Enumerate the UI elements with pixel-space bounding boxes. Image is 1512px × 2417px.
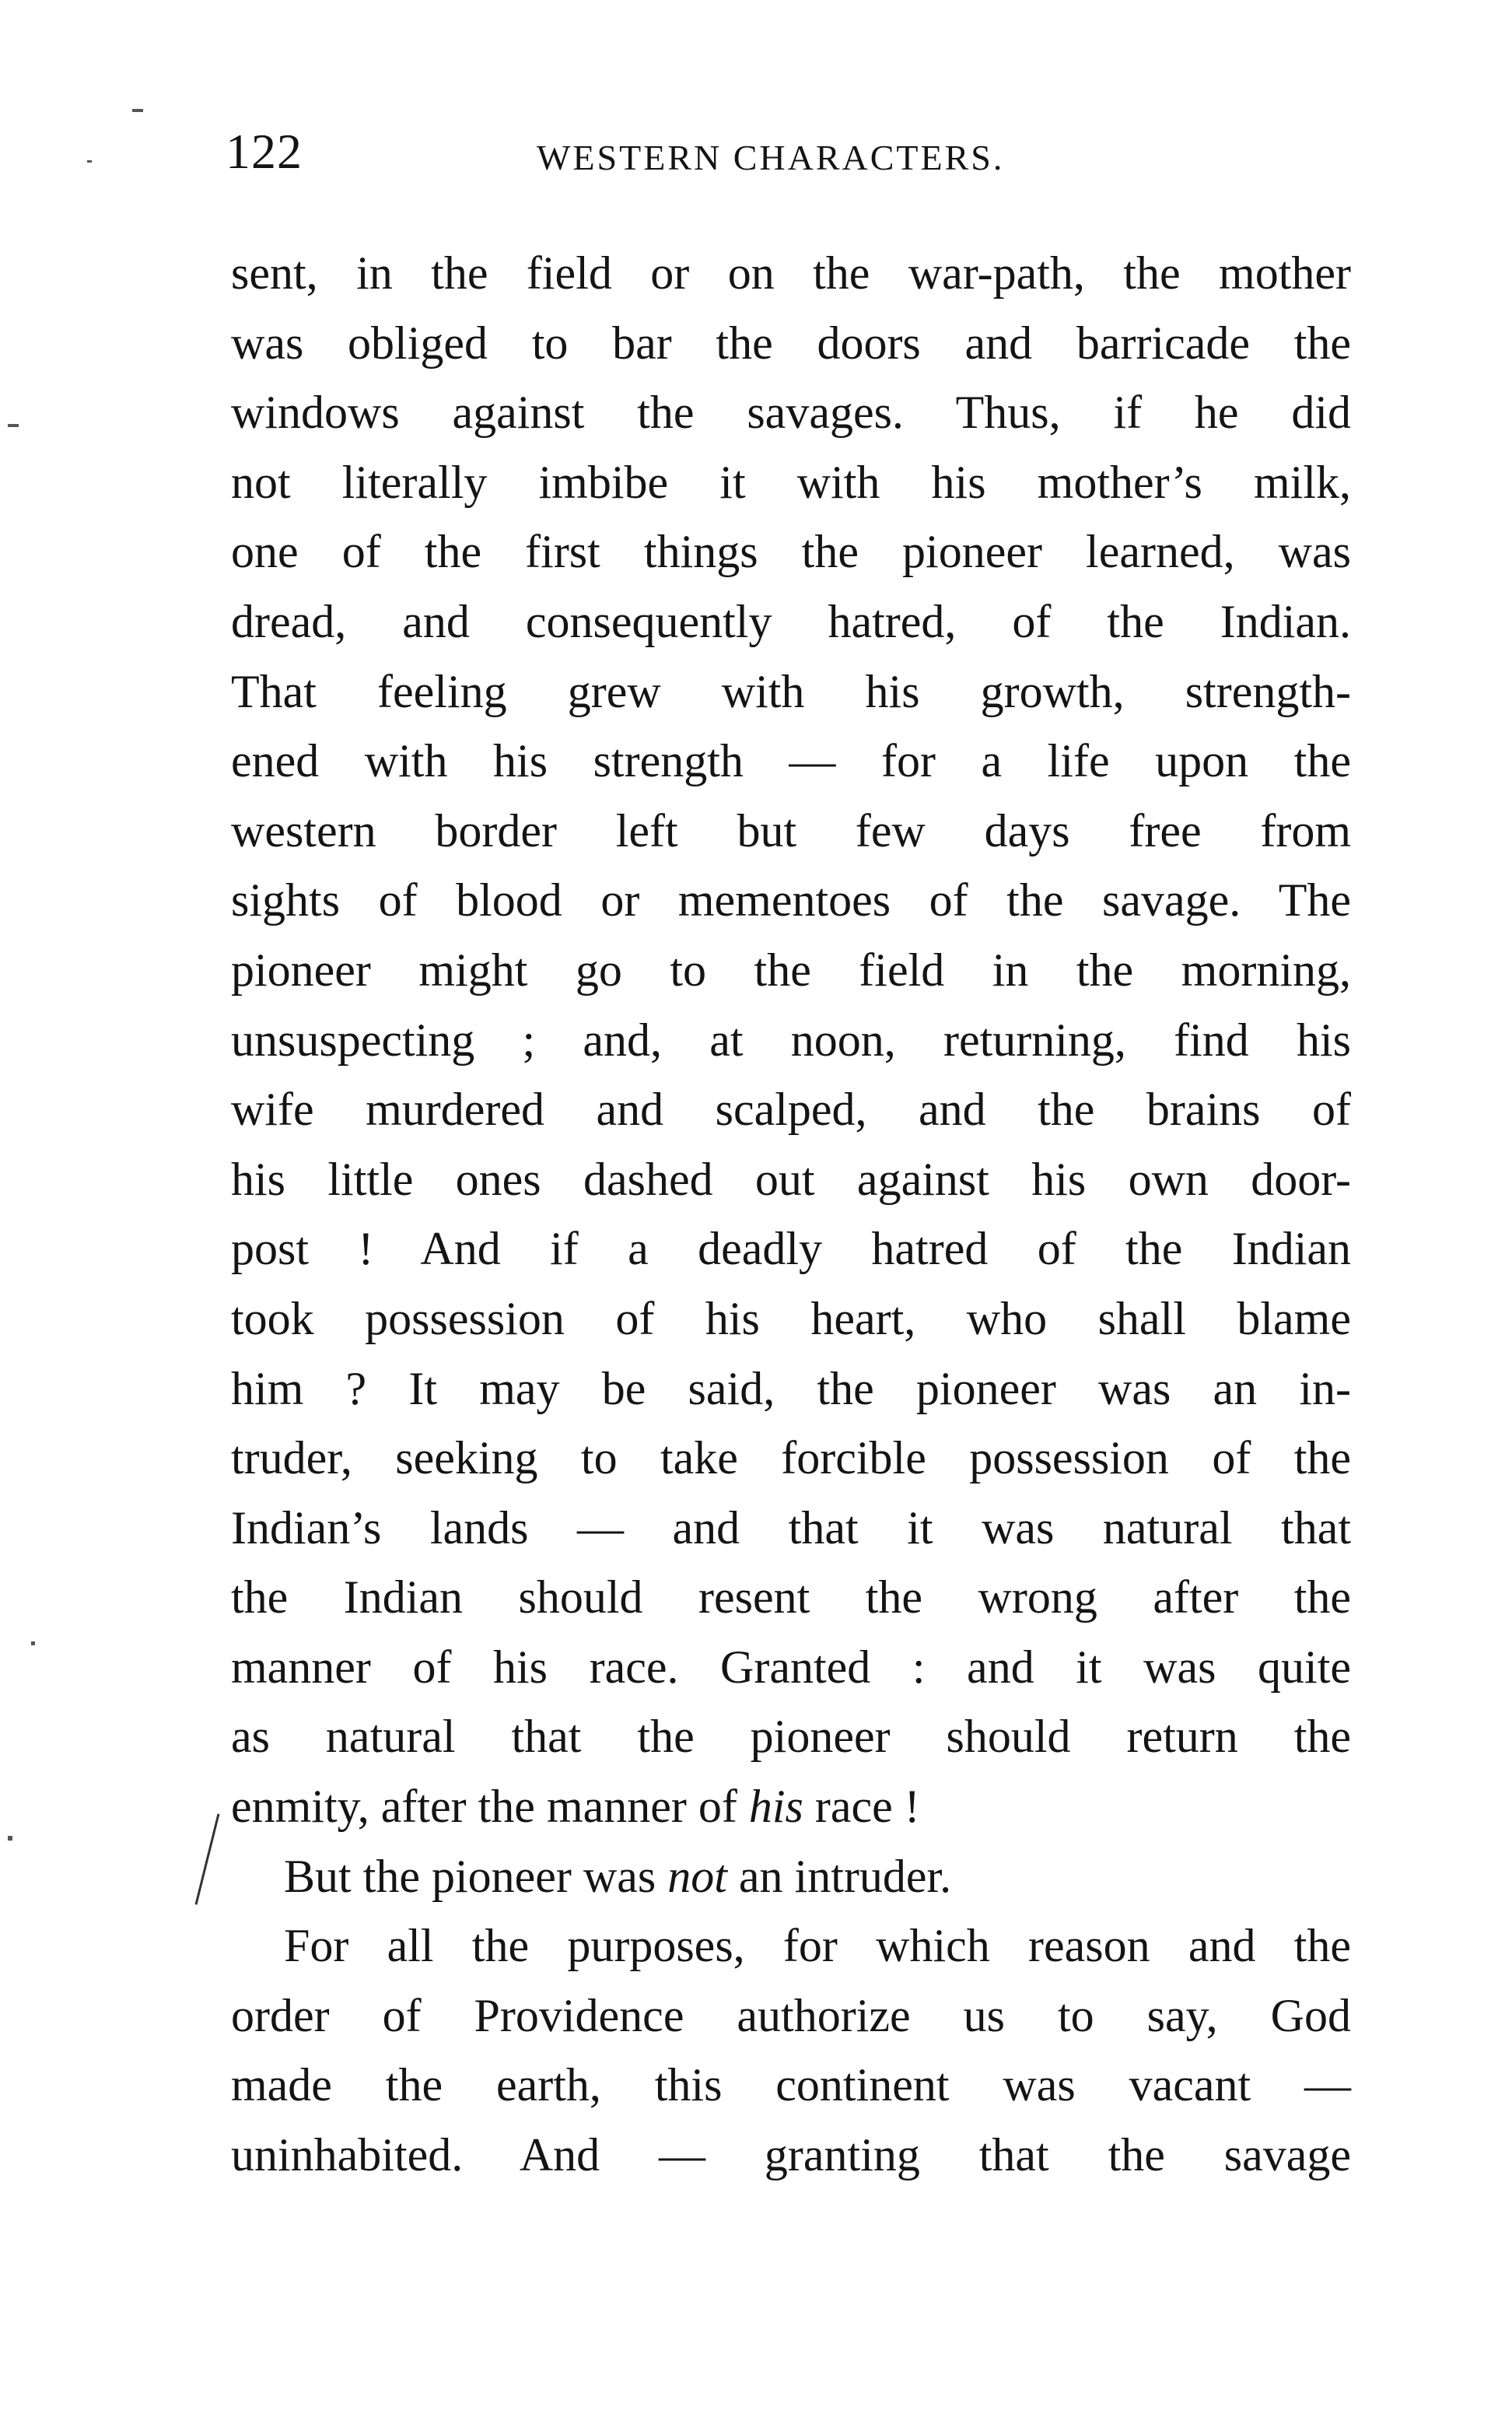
body-text bbox=[231, 239, 1351, 2191]
text-segment: But the pioneer was bbox=[284, 1850, 668, 1902]
margin-dash-mark bbox=[87, 160, 92, 163]
paragraph-start-line: For all the purposes, for which reason and the bbox=[284, 1920, 1351, 1972]
text-line: truder, seeking to take forcible possession of the bbox=[231, 1432, 1351, 1484]
text-line: sights of blood or mementoes of the savage. The bbox=[231, 874, 1351, 927]
italic-word: his bbox=[748, 1781, 803, 1833]
text-line: as natural that the pioneer should return the bbox=[231, 1711, 1351, 1763]
text-line: one of the first things the pioneer learned, was bbox=[231, 526, 1351, 578]
text-line bbox=[231, 1772, 1351, 1842]
text-segment: enmity, after the manner of bbox=[231, 1781, 749, 1833]
text-line: ened with his strength — for a life upon the bbox=[231, 735, 1351, 787]
paragraph-start-line bbox=[231, 1842, 1351, 1912]
text-line: him ? It may be said, the pioneer was an in- bbox=[231, 1362, 1351, 1414]
text-line: took possession of his heart, who shall blame bbox=[231, 1292, 1351, 1344]
text-line: wife murdered and scalped, and the brains of bbox=[231, 1084, 1351, 1136]
text-line: made the earth, this continent was vacant — bbox=[231, 2059, 1351, 2111]
margin-dash-mark bbox=[132, 109, 143, 112]
text-line: windows against the savages. Thus, if he did bbox=[231, 387, 1351, 439]
page-number: 122 bbox=[226, 124, 303, 179]
margin-dot-mark bbox=[31, 1641, 35, 1645]
margin-dash-mark bbox=[8, 424, 19, 427]
text-line: sent, in the field or on the war-path, the mother bbox=[231, 247, 1351, 299]
text-line: his little ones dashed out against his own door- bbox=[231, 1153, 1351, 1205]
text-line: order of Providence authorize us to say, God bbox=[231, 1989, 1351, 2041]
margin-dot-mark bbox=[8, 1836, 12, 1841]
text-line: That feeling grew with his growth, strength- bbox=[231, 665, 1351, 717]
text-line: uninhabited. And — granting that the savage bbox=[231, 2129, 1351, 2181]
page-header bbox=[226, 117, 1353, 187]
italic-word: not bbox=[667, 1850, 727, 1902]
text-line: pioneer might go to the field in the morning, bbox=[231, 944, 1351, 996]
text-line: unsuspecting ; and, at noon, returning, find his bbox=[231, 1014, 1351, 1066]
text-line: western border left but few days free from bbox=[231, 804, 1351, 856]
running-head: WESTERN CHARACTERS. bbox=[537, 138, 1005, 177]
text-line: not literally imbibe it with his mother’s milk, bbox=[231, 456, 1351, 508]
text-line: Indian’s lands — and that it was natural that bbox=[231, 1501, 1351, 1554]
text-line: manner of his race. Granted : and it was quite bbox=[231, 1641, 1351, 1693]
text-line: was obliged to bar the doors and barricade the bbox=[231, 317, 1351, 369]
margin-pencil-stroke bbox=[195, 1813, 220, 1904]
text-line: the Indian should resent the wrong after the bbox=[231, 1571, 1351, 1624]
text-segment: race ! bbox=[803, 1781, 920, 1833]
text-line: dread, and consequently hatred, of the Indian. bbox=[231, 595, 1351, 647]
text-line: post ! And if a deadly hatred of the Indian bbox=[231, 1223, 1351, 1275]
text-segment: an intruder. bbox=[726, 1850, 952, 1902]
